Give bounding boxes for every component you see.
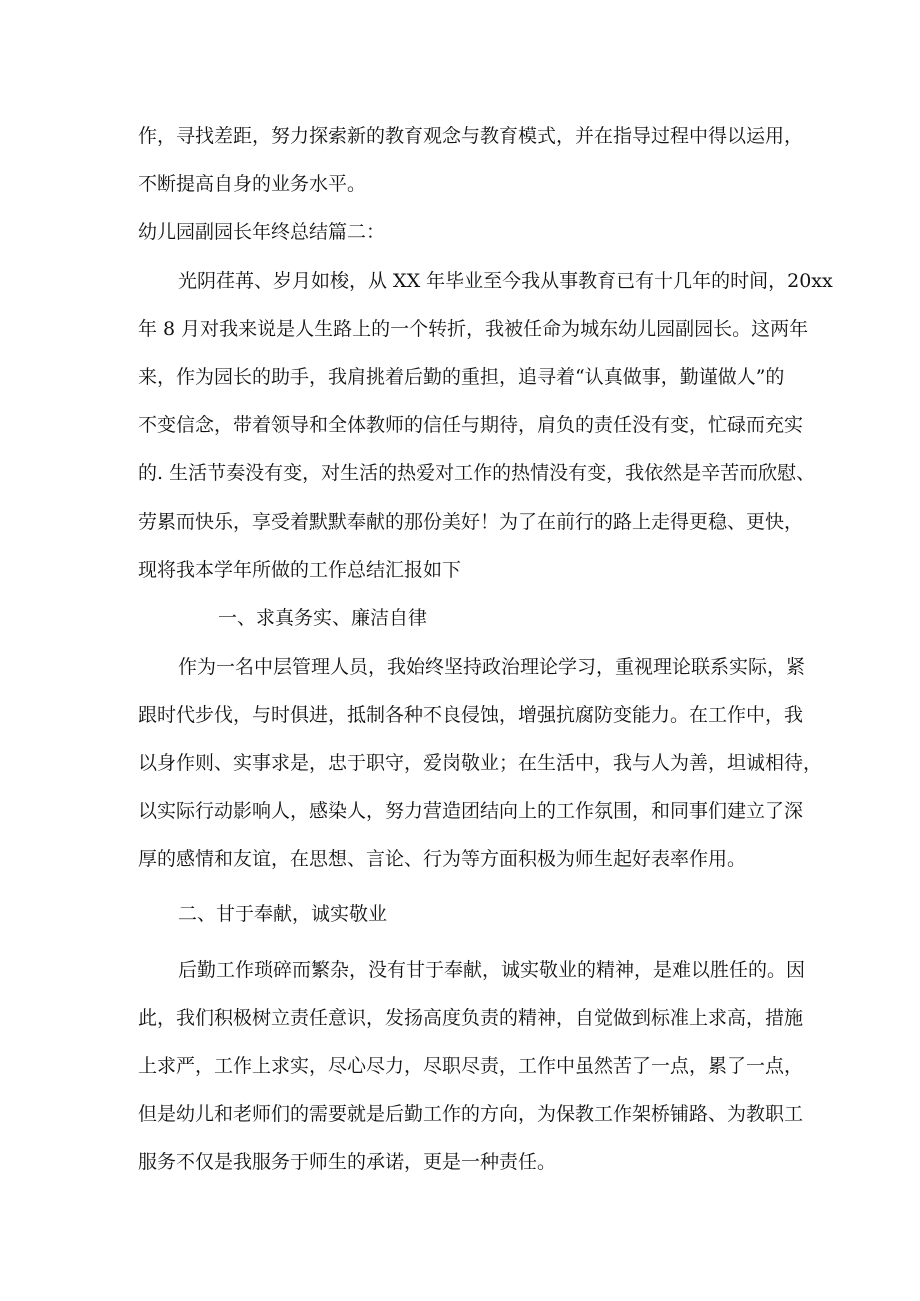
text-line: 以身作则、实事求是，忠于职守，爱岗敬业；在生活中，我与人为善，坦诚相待， [138,752,823,774]
text-line: 作，寻找差距，努力探索新的教育观念与教育模式，并在指导过程中得以运用， [138,125,804,147]
text-line: 的. 生活节奏没有变，对生活的热爱对工作的热情没有变，我依然是辛苦而欣慰、 [138,462,816,484]
text-line: 后勤工作琐碎而繁杂，没有甘于奉献，诚实敬业的精神，是难以胜任的。因 [178,959,806,981]
text-line: 作为一名中层管理人员，我始终坚持政治理论学习，重视理论联系实际，紧 [178,656,806,678]
text-line: 此，我们积极树立责任意识，发扬高度负责的精神，自觉做到标准上求高，措施 [138,1007,804,1029]
text-line: 劳累而快乐，享受着默默奉献的那份美好！为了在前行的路上走得更稳、更快， [138,511,804,533]
text-line: 不变信念，带着领导和全体教师的信任与期待，肩负的责任没有变，忙碌而充实 [138,414,804,436]
section-title: 幼儿园副园长年终总结篇二： [138,221,386,243]
subsection-heading: 二、甘于奉献，诚实敬业 [178,903,388,925]
text-line: 不断提高自身的业务水平。 [138,173,367,195]
text-line: 但是幼儿和老师们的需要就是后勤工作的方向，为保教工作架桥铺路、为教职工 [138,1103,804,1125]
text-line: 上求严，工作上求实，尽心尽力，尽职尽责，工作中虽然苦了一点，累了一点， [138,1055,804,1077]
text-line: 跟时代步伐，与时俱进，抵制各种不良侵蚀，增强抗腐防变能力。在工作中，我 [138,704,804,726]
text-line: 服务不仅是我服务于师生的承诺，更是一种责任。 [138,1151,557,1173]
text-line: 现将我本学年所做的工作总结汇报如下 [138,559,462,581]
text-line: 来，作为园长的助手，我肩挑着后勤的重担，追寻着“认真做事，勤谨做人”的 [138,366,785,388]
text-line: 以实际行动影响人，感染人，努力营造团结向上的工作氛围，和同事们建立了深 [138,800,804,822]
text-line: 厚的感情和友谊，在思想、言论、行为等方面积极为师生起好表率作用。 [138,848,747,870]
text-line: 光阴荏苒、岁月如梭，从 XX 年毕业至今我从事教育已有十几年的时间，20xx [178,270,833,292]
subsection-heading: 一、求真务实、廉洁自律 [218,607,428,629]
text-line: 年 8 月对我来说是人生路上的一个转折，我被任命为城东幼儿园副园长。这两年 [138,318,809,340]
